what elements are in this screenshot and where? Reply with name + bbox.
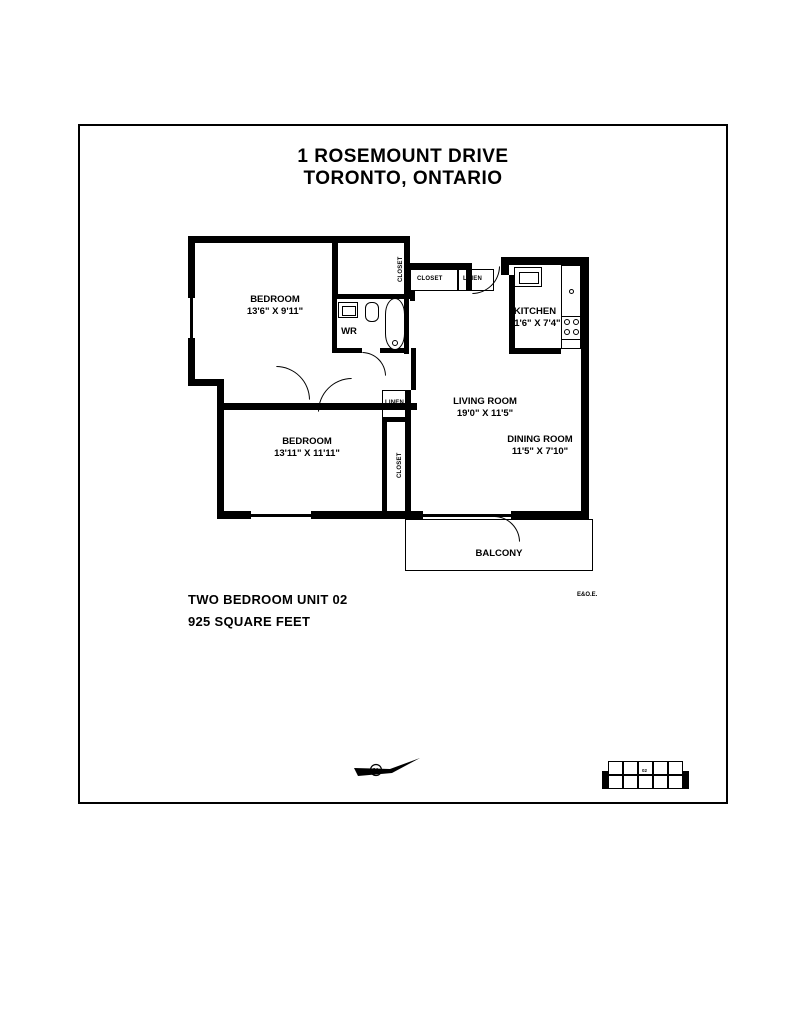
door-bedroom2 <box>318 378 352 412</box>
bedroom1-name: BEDROOM <box>250 294 300 305</box>
room-label-bedroom2 <box>252 436 362 460</box>
dining-dims: 11'5" X 7'10" <box>511 446 569 457</box>
keyplan-unit <box>608 775 623 789</box>
door-bedroom1 <box>276 366 310 400</box>
compass-icon <box>352 756 422 786</box>
wall-kitchen-top <box>501 257 589 265</box>
room-label-living <box>425 396 545 420</box>
keyplan-unit <box>623 775 638 789</box>
bathtub-drain-icon <box>392 340 398 346</box>
room-label-bedroom1 <box>220 294 330 318</box>
label-closet-bedroom1: CLOSET <box>398 256 404 282</box>
room-label-dining <box>480 434 600 458</box>
keyplan-unit <box>623 761 638 775</box>
wall-bedroom1-right <box>332 236 338 298</box>
keyplan-unit <box>668 761 683 775</box>
label-linen-bedroom2: LINEN <box>385 400 404 406</box>
room-label-wr <box>326 326 372 338</box>
keyplan-unit <box>608 761 623 775</box>
keyplan-unit <box>668 775 683 789</box>
page-title-line2: TORONTO, ONTARIO <box>303 168 503 189</box>
room-label-kitchen <box>490 306 580 330</box>
wall-bedroom1-bottom <box>188 379 224 386</box>
dining-name: DINING ROOM <box>507 434 573 445</box>
page-title-line1: 1 ROSEMOUNT DRIVE <box>297 146 509 167</box>
unit-type-label: TWO BEDROOM UNIT 02 <box>188 592 348 607</box>
living-dims: 19'0" X 11'5" <box>456 408 514 419</box>
floor-plan-drawing <box>80 126 730 806</box>
wall-living-hall <box>411 348 416 380</box>
wall-right-exterior <box>581 257 589 519</box>
keyplan-unit-marker: 02 <box>642 768 648 773</box>
wall-bedroom2-bottom-left <box>217 511 251 519</box>
wall-bedroom2-bottom-right <box>311 511 411 519</box>
wall-living-left-lower <box>411 380 416 390</box>
wall-closet-bedroom2-left <box>382 418 387 512</box>
balcony-outline <box>405 519 593 571</box>
window-bedroom2-bottom <box>251 514 311 517</box>
wall-closet-bedroom2-top <box>382 418 406 422</box>
disclaimer-label: E&O.E. <box>577 592 598 598</box>
wall-kitchen-bottom <box>509 348 561 354</box>
kitchen-sink-basin <box>519 272 539 284</box>
label-linen-hall: LINEN <box>463 276 482 282</box>
vanity-basin <box>342 306 356 316</box>
kitchen-dims: 11'6" X 7'4" <box>509 318 561 329</box>
keyplan-unit <box>653 775 668 789</box>
svg-text:N: N <box>373 768 379 775</box>
living-name: LIVING ROOM <box>453 396 517 407</box>
key-plan-diagram <box>602 761 690 795</box>
wall-bedroom1-left-upper <box>188 236 195 298</box>
keyplan-unit-highlighted <box>638 775 653 789</box>
bedroom2-name: BEDROOM <box>282 436 332 447</box>
wall-closet-bedroom1-right <box>332 236 410 242</box>
kitchen-name: KITCHEN <box>513 306 557 317</box>
fridge-knob-icon <box>569 289 574 294</box>
door-bathroom <box>362 352 386 376</box>
unit-area-label: 925 SQUARE FEET <box>188 614 311 629</box>
window-bedroom1-left <box>190 298 193 338</box>
keyplan-unit <box>653 761 668 775</box>
bedroom2-dims: 13'11" X 11'11" <box>274 448 340 459</box>
label-closet-bedroom2: CLOSET <box>397 452 403 478</box>
room-label-balcony <box>449 548 549 560</box>
wall-dining-bottom <box>511 511 589 519</box>
wr-name: WR <box>341 326 357 337</box>
label-closet-hall: CLOSET <box>417 276 443 282</box>
toilet-icon <box>365 302 379 322</box>
wall-kitchen-left-exterior <box>501 257 509 275</box>
balcony-name: BALCONY <box>475 548 523 559</box>
wall-living-left-upper <box>410 291 415 301</box>
floor-plan-sheet <box>78 124 728 804</box>
bedroom1-dims: 13'6" X 9'11" <box>246 306 304 317</box>
wall-bedroom2-left <box>217 403 224 518</box>
keyplan-core-right <box>683 771 689 789</box>
